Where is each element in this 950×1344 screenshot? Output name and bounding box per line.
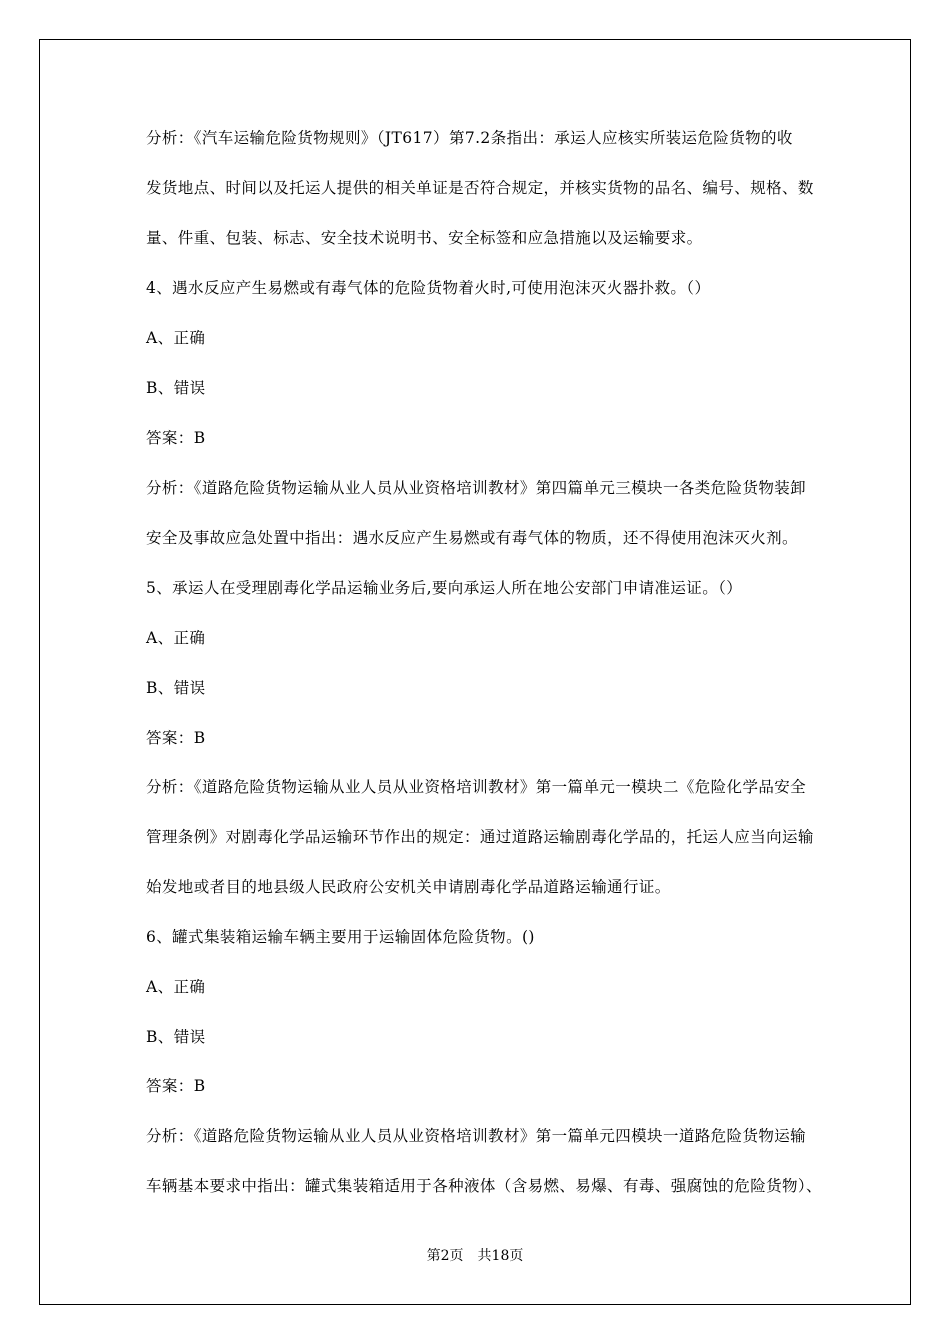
- question-4-answer: 答案：B: [146, 429, 206, 447]
- analysis-q5-line-2: 管理条例》对剧毒化学品运输环节作出的规定：通过道路运输剧毒化学品的，托运人应当向运输: [146, 828, 814, 846]
- question-5-answer: 答案：B: [146, 729, 206, 747]
- analysis-q4-line-1: 分析：《道路危险货物运输从业人员从业资格培训教材》第四篇单元三模块一各类危险货物装卸: [146, 479, 807, 497]
- question-6-option-a: A、正确: [146, 978, 206, 996]
- question-6-answer: 答案：B: [146, 1077, 206, 1095]
- question-4-option-a: A、正确: [146, 329, 206, 347]
- analysis-q6-line-2: 车辆基本要求中指出：罐式集装箱适用于各种液体（含易燃、易爆、有毒、强腐蚀的危险货物）、: [146, 1177, 822, 1195]
- analysis-q5-line-1: 分析：《道路危险货物运输从业人员从业资格培训教材》第一篇单元一模块二《危险化学品安全: [146, 778, 807, 796]
- page-footer: 第2页 共18页: [426, 1248, 524, 1264]
- question-6-option-b: B、错误: [146, 1028, 206, 1046]
- analysis-q3-line-1: 分析：《汽车运输危险货物规则》（JT617）第7.2条指出：承运人应核实所装运危险货物的收: [146, 129, 793, 147]
- question-5: 5、承运人在受理剧毒化学品运输业务后,要向承运人所在地公安部门申请准运证。（）: [146, 579, 743, 597]
- question-5-option-a: A、正确: [146, 629, 206, 647]
- analysis-q5-line-3: 始发地或者目的地县级人民政府公安机关申请剧毒化学品道路运输通行证。: [146, 878, 671, 896]
- question-4-option-b: B、错误: [146, 379, 206, 397]
- question-6: 6、罐式集装箱运输车辆主要用于运输固体危险货物。(): [146, 928, 535, 946]
- analysis-q4-line-2: 安全及事故应急处置中指出：遇水反应产生易燃或有毒气体的物质，还不得使用泡沫灭火剂。: [146, 529, 798, 547]
- analysis-q6-line-1: 分析：《道路危险货物运输从业人员从业资格培训教材》第一篇单元四模块一道路危险货物运输: [146, 1127, 807, 1145]
- question-4: 4、遇水反应产生易燃或有毒气体的危险货物着火时,可使用泡沫灭火器扑救。（）: [146, 279, 711, 297]
- analysis-q3-line-2: 发货地点、时间以及托运人提供的相关单证是否符合规定，并核实货物的品名、编号、规格、数: [146, 179, 814, 197]
- analysis-q3-line-3: 量、件重、包装、标志、安全技术说明书、安全标签和应急措施以及运输要求。: [146, 229, 703, 247]
- question-5-option-b: B、错误: [146, 679, 206, 697]
